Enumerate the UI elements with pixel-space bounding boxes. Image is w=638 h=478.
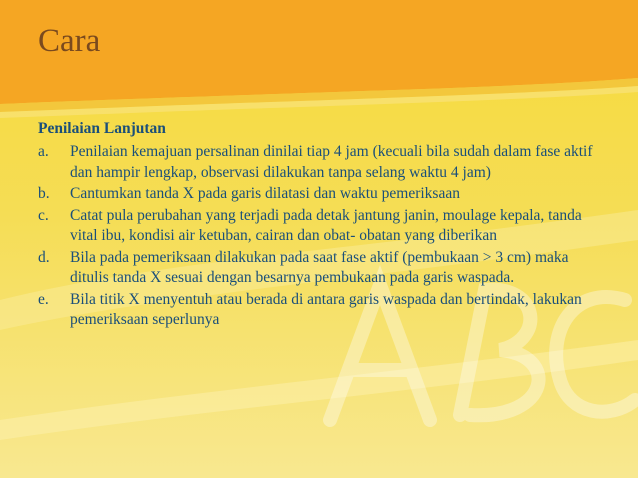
list-item xyxy=(38,248,608,289)
item-list xyxy=(38,142,608,331)
list-item-marker: a. xyxy=(38,143,49,160)
list-item-text: Penilaian kemajuan persalinan dinilai tiap 4 jam (kecuali bila sudah dalam fase aktif dan hampir lengkap, observasi dilakukan tanpa selang waktu 4 jam) xyxy=(70,143,593,181)
list-item-text: Catat pula perubahan yang terjadi pada detak jantung janin, moulage kepala, tanda vital ibu, kondisi air ketuban, cairan dan obat- obatan yang diberikan xyxy=(70,206,582,244)
list-item-marker: b. xyxy=(38,185,50,202)
list-item xyxy=(38,206,608,247)
list-item xyxy=(38,142,608,183)
list-item xyxy=(38,184,608,205)
list-item-text: Bila pada pemeriksaan dilakukan pada saat fase aktif (pembukaan > 3 cm) maka ditulis tanda X sesuai dengan besarnya pembukaan pada garis waspada. xyxy=(70,248,569,286)
section-subtitle: Penilaian Lanjutan xyxy=(38,120,166,137)
slide-title: Cara xyxy=(38,23,101,59)
slide-body xyxy=(38,118,608,332)
list-item-marker: d. xyxy=(38,248,50,266)
list-item-text: Cantumkan tanda X pada garis dilatasi dan waktu pemeriksaan xyxy=(70,185,460,202)
list-item-marker: c. xyxy=(38,206,49,224)
list-item-text: Bila titik X menyentuh atau berada di antara garis waspada dan bertindak, lakukan pemeriksaan seperlunya xyxy=(70,290,582,328)
list-item-marker: e. xyxy=(38,290,49,308)
list-item xyxy=(38,290,608,331)
